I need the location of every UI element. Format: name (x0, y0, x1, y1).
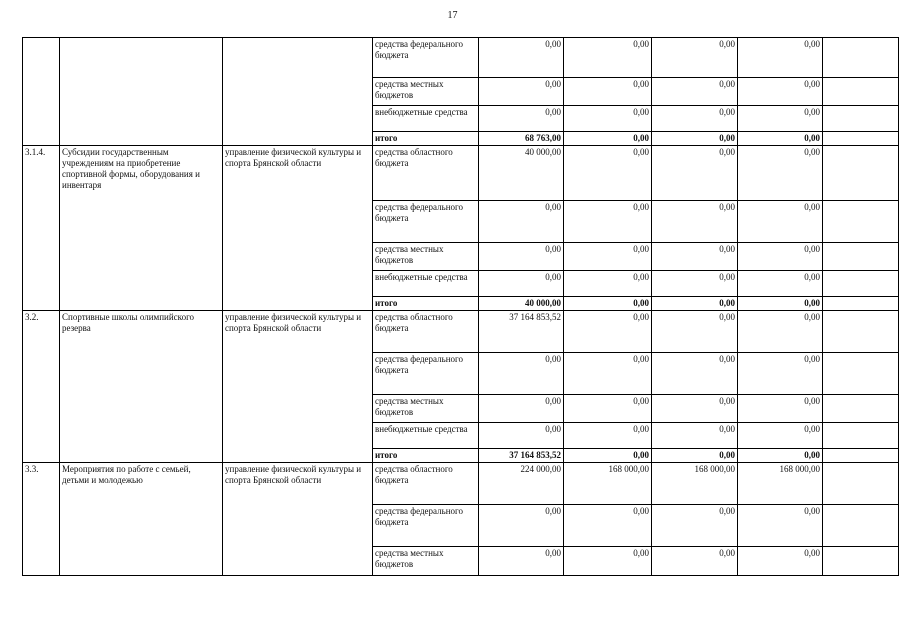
amount-col-3: 0,00 (652, 297, 738, 311)
funding-source: средства областного бюджета (373, 463, 479, 505)
table-row (23, 463, 899, 505)
funding-source: внебюджетные средства (373, 271, 479, 297)
amount-col-2: 0,00 (564, 38, 652, 78)
amount-col-3: 0,00 (652, 132, 738, 146)
item-name: Мероприятия по работе с семьей, детьми и молодежью (60, 463, 223, 576)
funding-source: средства местных бюджетов (373, 243, 479, 271)
amount-col-3: 168 000,00 (652, 463, 738, 505)
funding-source: итого (373, 132, 479, 146)
empty-cell (823, 505, 899, 547)
amount-col-2: 0,00 (564, 505, 652, 547)
amount-col-1: 0,00 (479, 423, 564, 449)
empty-cell (823, 201, 899, 243)
amount-col-2: 0,00 (564, 297, 652, 311)
amount-col-2: 0,00 (564, 271, 652, 297)
amount-col-3: 0,00 (652, 78, 738, 106)
amount-col-2: 0,00 (564, 449, 652, 463)
amount-col-1: 0,00 (479, 271, 564, 297)
budget-table (22, 37, 899, 576)
empty-cell (823, 106, 899, 132)
amount-col-3: 0,00 (652, 38, 738, 78)
amount-col-3: 0,00 (652, 395, 738, 423)
funding-source: средства областного бюджета (373, 311, 479, 353)
item-executor: управление физической культуры и спорта Брянской области (223, 463, 373, 576)
amount-col-1: 68 763,00 (479, 132, 564, 146)
funding-source: внебюджетные средства (373, 423, 479, 449)
amount-col-3: 0,00 (652, 146, 738, 201)
table-row (23, 311, 899, 353)
amount-col-2: 0,00 (564, 78, 652, 106)
amount-col-4: 0,00 (738, 311, 823, 353)
amount-col-3: 0,00 (652, 106, 738, 132)
amount-col-4: 0,00 (738, 243, 823, 271)
amount-col-2: 0,00 (564, 311, 652, 353)
amount-col-3: 0,00 (652, 271, 738, 297)
empty-cell (823, 423, 899, 449)
page-number: 17 (447, 10, 458, 21)
amount-col-4: 0,00 (738, 297, 823, 311)
funding-source: средства местных бюджетов (373, 547, 479, 576)
funding-source: средства областного бюджета (373, 146, 479, 201)
item-name (60, 38, 223, 146)
amount-col-1: 0,00 (479, 38, 564, 78)
empty-cell (823, 463, 899, 505)
item-name: Спортивные школы олимпийского резерва (60, 311, 223, 463)
empty-cell (823, 78, 899, 106)
table-body (23, 38, 899, 576)
item-number: 3.2. (23, 311, 60, 463)
item-executor (223, 38, 373, 146)
amount-col-4: 0,00 (738, 78, 823, 106)
funding-source: средства федерального бюджета (373, 38, 479, 78)
amount-col-3: 0,00 (652, 353, 738, 395)
empty-cell (823, 395, 899, 423)
amount-col-1: 0,00 (479, 395, 564, 423)
amount-col-1: 0,00 (479, 106, 564, 132)
empty-cell (823, 38, 899, 78)
amount-col-1: 40 000,00 (479, 297, 564, 311)
amount-col-1: 0,00 (479, 243, 564, 271)
amount-col-1: 37 164 853,52 (479, 311, 564, 353)
amount-col-4: 0,00 (738, 423, 823, 449)
item-name: Субсидии государственным учреждениям на приобретение спортивной формы, оборудования и инвентаря (60, 146, 223, 311)
item-number (23, 38, 60, 146)
amount-col-4: 0,00 (738, 395, 823, 423)
amount-col-4: 0,00 (738, 38, 823, 78)
amount-col-4: 168 000,00 (738, 463, 823, 505)
empty-cell (823, 243, 899, 271)
amount-col-4: 0,00 (738, 271, 823, 297)
funding-source: внебюджетные средства (373, 106, 479, 132)
amount-col-1: 0,00 (479, 505, 564, 547)
amount-col-2: 168 000,00 (564, 463, 652, 505)
funding-source: средства местных бюджетов (373, 395, 479, 423)
empty-cell (823, 297, 899, 311)
empty-cell (823, 146, 899, 201)
amount-col-3: 0,00 (652, 423, 738, 449)
amount-col-2: 0,00 (564, 547, 652, 576)
amount-col-2: 0,00 (564, 395, 652, 423)
amount-col-2: 0,00 (564, 353, 652, 395)
amount-col-4: 0,00 (738, 106, 823, 132)
funding-source: итого (373, 297, 479, 311)
empty-cell (823, 132, 899, 146)
table-row (23, 146, 899, 201)
amount-col-4: 0,00 (738, 132, 823, 146)
amount-col-4: 0,00 (738, 201, 823, 243)
empty-cell (823, 311, 899, 353)
funding-source: средства федерального бюджета (373, 201, 479, 243)
amount-col-1: 0,00 (479, 353, 564, 395)
amount-col-1: 224 000,00 (479, 463, 564, 505)
amount-col-2: 0,00 (564, 201, 652, 243)
amount-col-3: 0,00 (652, 505, 738, 547)
amount-col-1: 0,00 (479, 547, 564, 576)
amount-col-3: 0,00 (652, 449, 738, 463)
amount-col-3: 0,00 (652, 243, 738, 271)
amount-col-4: 0,00 (738, 505, 823, 547)
funding-source: средства федерального бюджета (373, 353, 479, 395)
amount-col-4: 0,00 (738, 353, 823, 395)
amount-col-2: 0,00 (564, 106, 652, 132)
item-executor: управление физической культуры и спорта Брянской области (223, 146, 373, 311)
funding-source: итого (373, 449, 479, 463)
amount-col-1: 0,00 (479, 78, 564, 106)
amount-col-4: 0,00 (738, 547, 823, 576)
amount-col-2: 0,00 (564, 146, 652, 201)
empty-cell (823, 353, 899, 395)
empty-cell (823, 449, 899, 463)
amount-col-2: 0,00 (564, 132, 652, 146)
funding-source: средства федерального бюджета (373, 505, 479, 547)
table-row (23, 38, 899, 78)
funding-source: средства местных бюджетов (373, 78, 479, 106)
amount-col-2: 0,00 (564, 423, 652, 449)
amount-col-3: 0,00 (652, 547, 738, 576)
amount-col-1: 0,00 (479, 201, 564, 243)
empty-cell (823, 271, 899, 297)
item-executor: управление физической культуры и спорта Брянской области (223, 311, 373, 463)
amount-col-1: 37 164 853,52 (479, 449, 564, 463)
empty-cell (823, 547, 899, 576)
amount-col-1: 40 000,00 (479, 146, 564, 201)
amount-col-2: 0,00 (564, 243, 652, 271)
amount-col-3: 0,00 (652, 311, 738, 353)
amount-col-4: 0,00 (738, 146, 823, 201)
amount-col-4: 0,00 (738, 449, 823, 463)
item-number: 3.1.4. (23, 146, 60, 311)
amount-col-3: 0,00 (652, 201, 738, 243)
item-number: 3.3. (23, 463, 60, 576)
